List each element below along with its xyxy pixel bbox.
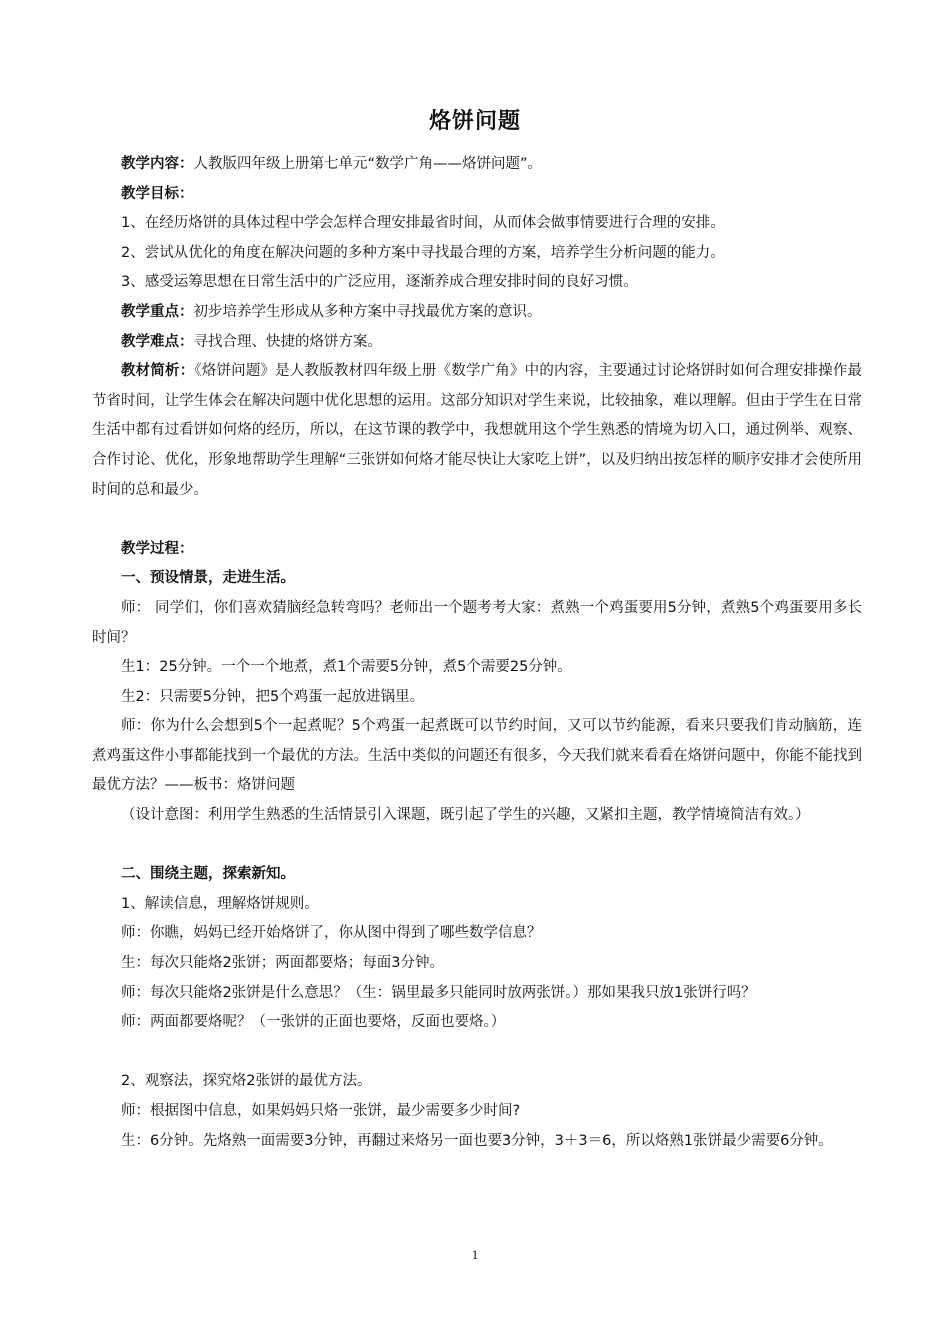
s1-paragraph-1: 师： 同学们，你们喜欢猜脑经急转弯吗？老师出一个题考考大家：煮熟一个鸡蛋要用5分钟，煮熟5个鸡蛋要用多长时间？: [92, 599, 862, 646]
s2-paragraph-3: 生：每次只能烙2张饼；两面都要烙；每面3分钟。: [121, 955, 444, 972]
difficulty-label: 教学难点：: [121, 333, 194, 350]
blank-line: [92, 831, 862, 861]
s2-paragraph-6: 2、观察法，探究烙2张饼的最优方法。: [121, 1073, 372, 1090]
blank-line: [92, 1038, 862, 1068]
goal-1: 1、在经历烙饼的具体过程中学会怎样合理安排最省时间，从而体会做事情要进行合理的安排。: [121, 215, 725, 232]
goal-2: 2、尝试从优化的角度在解决问题的多种方案中寻找最合理的方案，培养学生分析问题的能力。: [121, 244, 725, 261]
section-1-heading: 一、预设情景，走进生活。: [121, 570, 295, 587]
key-point-label: 教学重点：: [121, 303, 194, 320]
s1-paragraph-4: 师：你为什么会想到5个一起煮呢？5个鸡蛋一起煮既可以节约时间，又可以节约能源，看来只要我们肯动脑筋，连煮鸡蛋这件小事都能找到一个最优的方法。生活中类似的问题还有很多，今天我们就来看看在烙饼问题中，你能不能找到最优方法？——板书：烙饼问题: [92, 718, 862, 794]
teaching-content: [92, 150, 862, 180]
blank-line: [92, 505, 862, 535]
section-2-heading: 二、围绕主题，探索新知。: [121, 866, 295, 883]
key-point-text: 初步培养学生形成从多种方案中寻找最优方案的意识。: [193, 303, 542, 320]
analysis-label: 教材简析：: [121, 363, 195, 380]
s2-paragraph-4: 师：每次只能烙2张饼是什么意思？（生：锅里最多只能同时放两张饼。）那如果我只放1张饼行吗？: [121, 984, 756, 1001]
s2-paragraph-2: 师：你瞧，妈妈已经开始烙饼了，你从图中得到了哪些数学信息？: [121, 925, 542, 942]
goal-3: 3、感受运筹思想在日常生活中的广泛应用，逐渐养成合理安排时间的良好习惯。: [121, 274, 638, 291]
s1-design-note: （设计意图：利用学生熟悉的生活情景引入课题，既引起了学生的兴趣，又紧扣主题，教学情境简洁有效。）: [121, 807, 810, 824]
s1-paragraph-3: 生2：只需要5分钟，把5个鸡蛋一起放进锅里。: [121, 688, 425, 705]
s2-paragraph-1: 1、解读信息，理解烙饼规则。: [121, 895, 319, 912]
s2-paragraph-8: 生：6分钟。先烙熟一面需要3分钟，再翻过来烙另一面也要3分钟，3＋3＝6，所以烙熟1张饼最少需要6分钟。: [121, 1132, 833, 1149]
s2-paragraph-5: 师：两面都要烙呢？（一张饼的正面也要烙，反面也要烙。）: [121, 1014, 506, 1031]
page-title: 烙饼问题: [428, 109, 521, 134]
analysis-text: 《烙饼问题》是人教版教材四年级上册《数学广角》中的内容，主要通过讨论烙饼时如何合理安排操作最节省时间，让学生体会在解决问题中优化思想的运用。这部分知识对学生来说，比较抽象，难以理解。但由于学生在日常生活中都有过看饼如何烙的经历，所以，在这节课的教学中，我想就用这个学生熟悉的情境为切入口，通过例举、观察、合作讨论、优化，形象地帮助学生理解“三张饼如何烙才能尽快让大家吃上饼”，以及归纳出按怎样的顺序安排才会使所用时间的总和最少。: [92, 363, 862, 498]
teaching-content-text: 人教版四年级上册第七单元“数学广角——烙饼问题”。: [193, 156, 543, 172]
teaching-key-point: [92, 298, 862, 328]
process-label: 教学过程：: [121, 540, 194, 557]
teaching-difficulty: [92, 328, 862, 358]
teaching-content-label: 教学内容：: [121, 156, 194, 172]
material-analysis: [92, 357, 862, 505]
document-body: [92, 150, 862, 1156]
page-number: 1: [471, 1247, 479, 1262]
s2-paragraph-7: 师：根据图中信息，如果妈妈只烙一张饼，最少需要多少时间?: [121, 1103, 521, 1119]
teaching-goals-label: 教学目标：: [121, 185, 194, 202]
s1-paragraph-2: 生1：25分钟。一个一个地煮，煮1个需要5分钟，煮5个需要25分钟。: [121, 659, 572, 676]
difficulty-text: 寻找合理、快捷的烙饼方案。: [193, 333, 382, 350]
